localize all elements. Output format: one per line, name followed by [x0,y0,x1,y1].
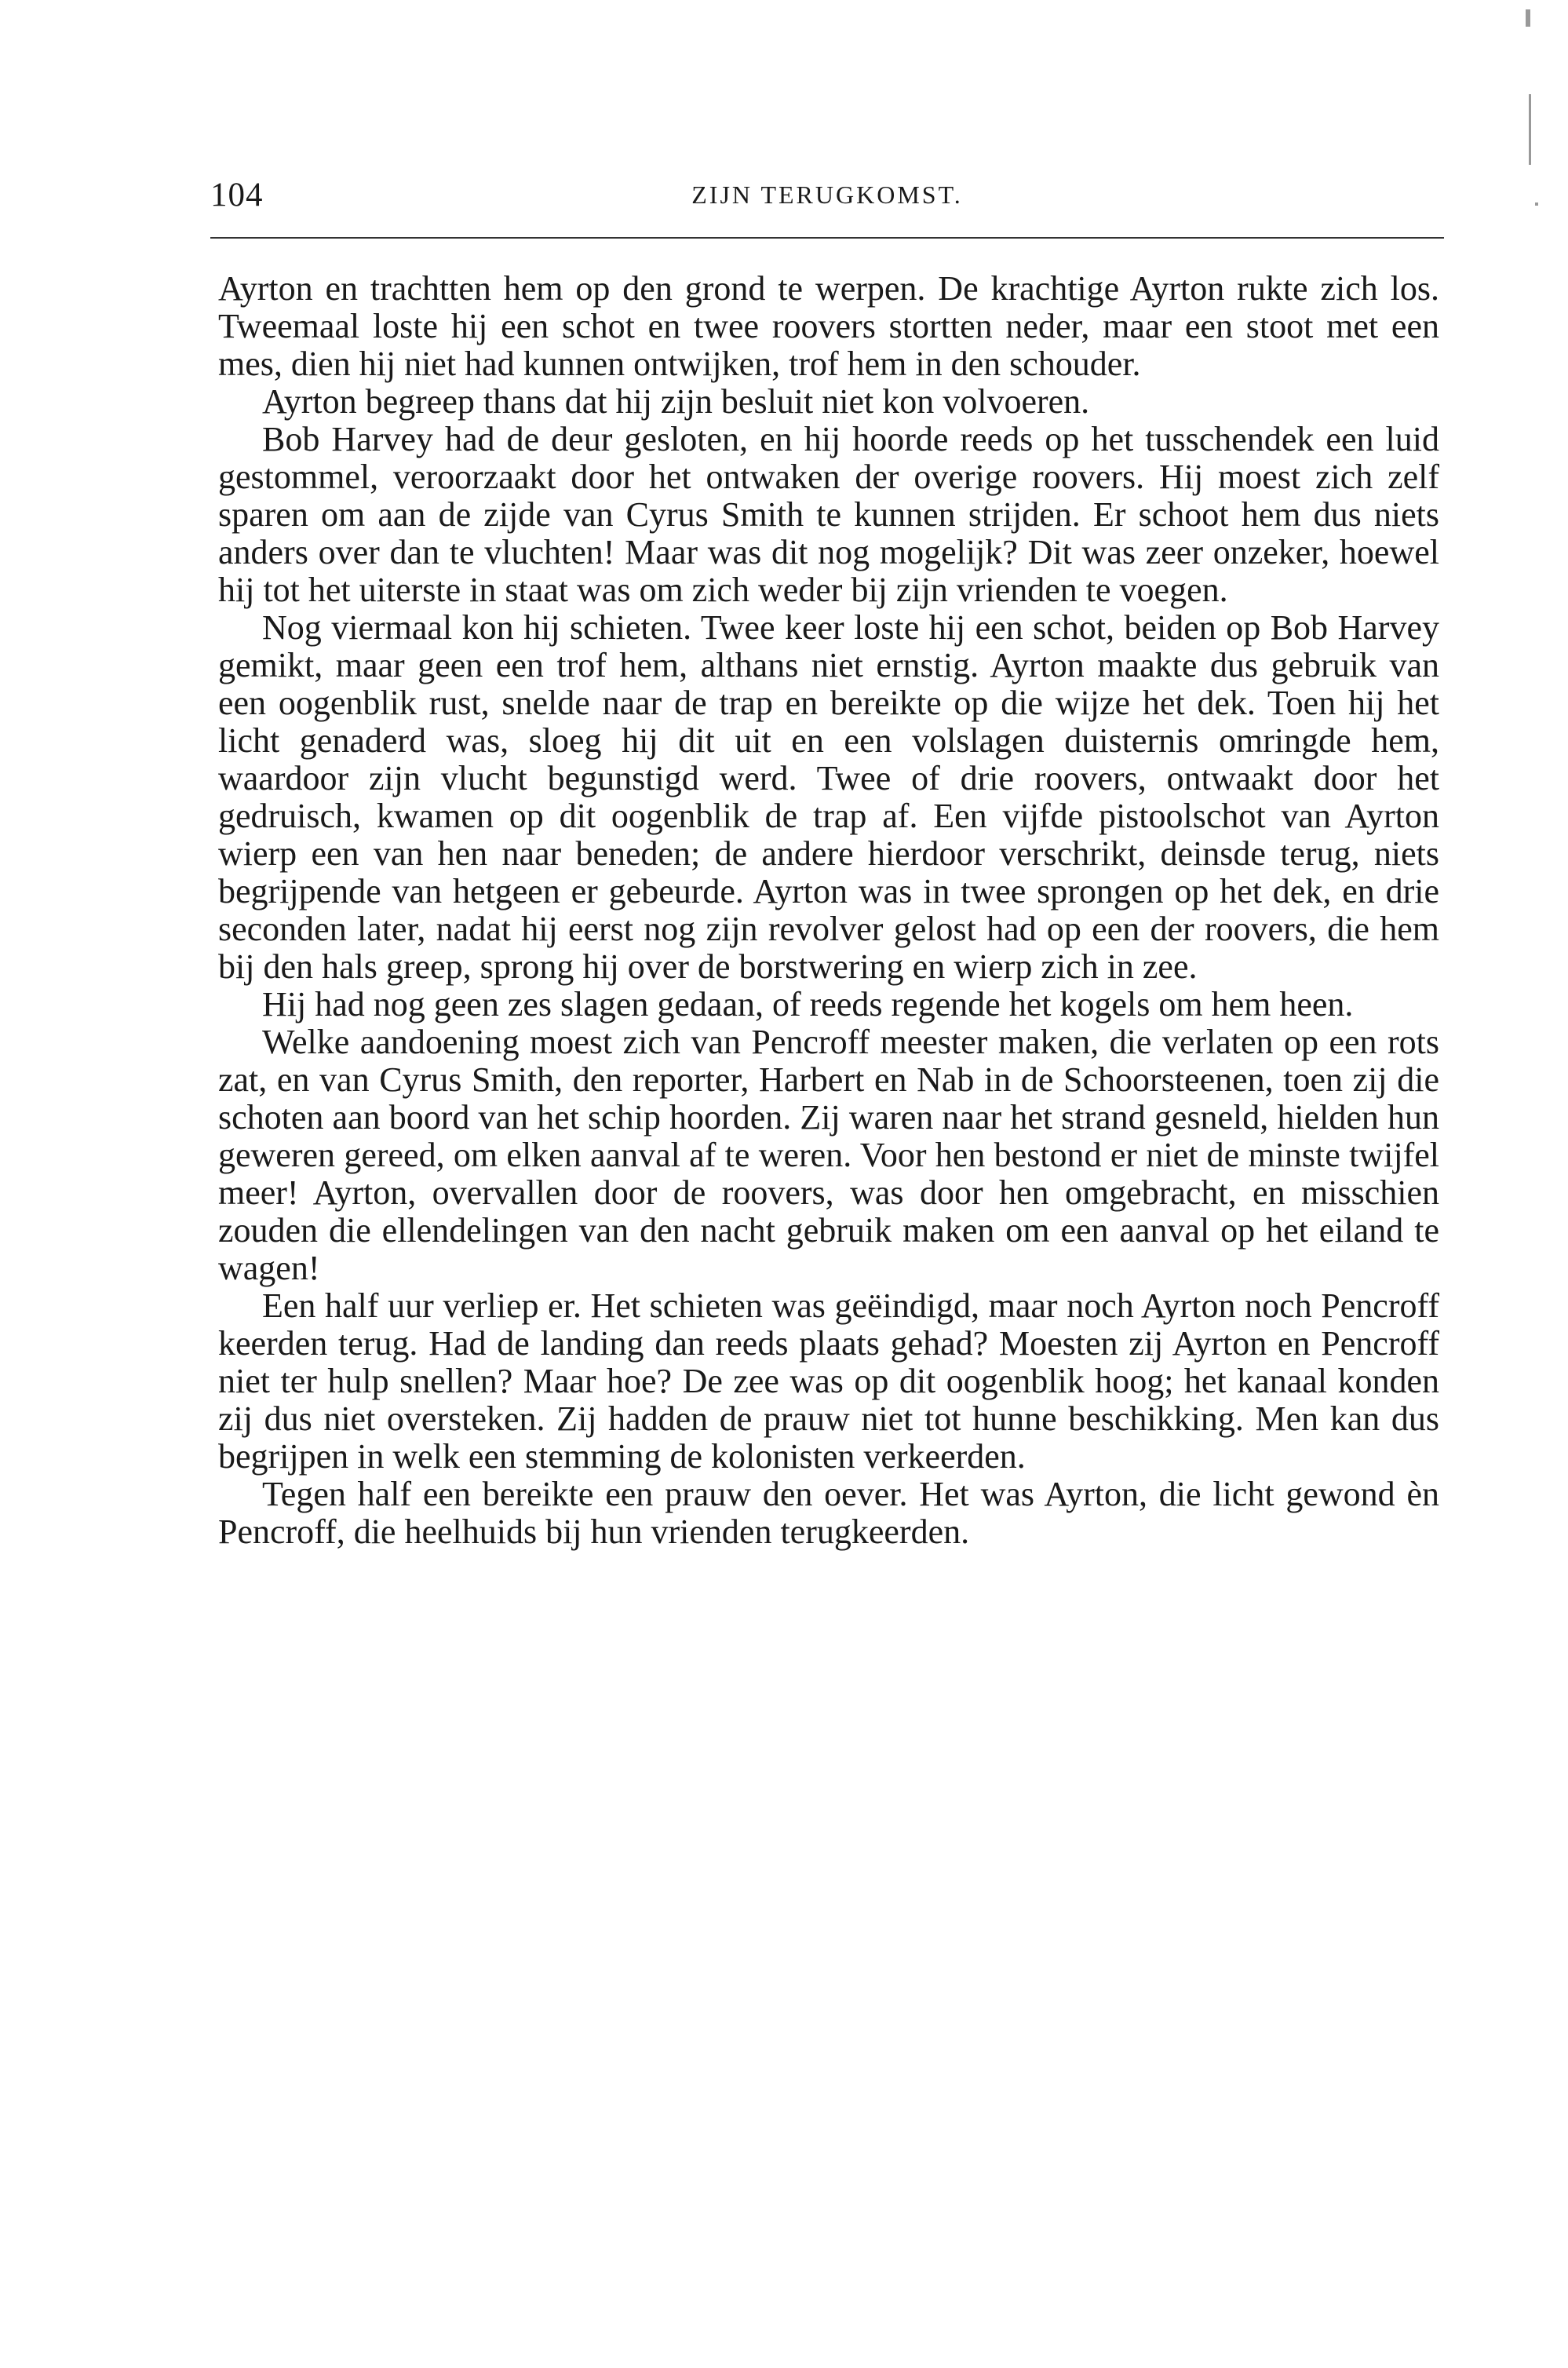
paragraph: Welke aandoening moest zich van Pencroff meester maken, die verlaten op een rots zat, en van Cyrus Smith, den reporter, Harbert en Nab in de Schoorsteenen, toen zij die schoten aan boord van het schip hoorden. Zij waren naar het strand gesneld, hielden hun geweren gereed, om elken aanval af te weren. Voor hen bestond er niet de minste twijfel meer! Ayrton, overvallen door de roovers, was door hen omgebracht, en misschien zouden die ellendelingen van den nacht gebruik maken om een aanval op het eiland te wagen! [218,1023,1439,1287]
paragraph: Ayrton en trachtten hem op den grond te werpen. De krachtige Ayrton rukte zich los. Tweemaal loste hij een schot en twee roovers stortten neder, maar een stoot met een mes, dien hij niet had kunnen ontwijken, trof hem in den schouder. [218,269,1439,383]
scan-mark [1526,9,1530,27]
page-number: 104 [210,177,264,213]
paragraph: Nog viermaal kon hij schieten. Twee keer loste hij een schot, beiden op Bob Harvey gemikt, maar geen een trof hem, althans niet ernstig. Ayrton maakte dus gebruik van een oogenblik rust, snelde naar de trap en bereikte op die wijze het dek. Toen hij het licht genaderd was, sloeg hij dit uit en een volslagen duisternis omringde hem, waardoor zijn vlucht begunstigd werd. Twee of drie roovers, ontwaakt door het gedruisch, kwamen op dit oogenblik de trap af. Een vijfde pistoolschot van Ayrton wierp een van hen naar beneden; de andere hierdoor verschrikt, deinsde terug, niets begrijpende van hetgeen er gebeurde. Ayrton was in twee sprongen op het dek, en drie seconden later, nadat hij eerst nog zijn revolver gelost had op een der roovers, die hem bij den hals greep, sprong hij over de borstwering en wierp zich in zee. [218,608,1439,986]
scan-mark [1529,94,1531,165]
page-header [210,176,1444,223]
header-rule [210,237,1444,239]
paragraph: Tegen half een bereikte een prauw den oever. Het was Ayrton, die licht gewond èn Pencroff, die heelhuids bij hun vrienden terugkeerden. [218,1475,1439,1551]
paragraph: Een half uur verliep er. Het schieten was geëindigd, maar noch Ayrton noch Pencroff keerden terug. Had de landing dan reeds plaats gehad? Moesten zij Ayrton en Pencroff niet ter hulp snellen? Maar hoe? De zee was op dit oogenblik hoog; het kanaal konden zij dus niet oversteken. Zij hadden de prauw niet tot hunne beschikking. Men kan dus begrijpen in welk een stemming de kolonisten verkeerden. [218,1286,1439,1476]
scan-mark [1535,203,1538,206]
paragraph: Bob Harvey had de deur gesloten, en hij hoorde reeds op het tusschendek een luid gestommel, veroorzaakt door het ontwaken der overige roovers. Hij moest zich zelf sparen om aan de zijde van Cyrus Smith te kunnen strijden. Er schoot hem dus niets anders over dan te vluchten! Maar was dit nog mogelijk? Dit was zeer onzeker, hoewel hij tot het uiterste in staat was om zich weder bij zijn vrienden te voegen. [218,420,1439,609]
paragraph: Ayrton begreep thans dat hij zijn besluit niet kon volvoeren. [262,382,1090,421]
paragraph: Hij had nog geen zes slagen gedaan, of reeds regende het kogels om hem heen. [262,985,1354,1023]
body-text [218,270,1439,1551]
running-title: ZIJN TERUGKOMST. [691,181,963,209]
